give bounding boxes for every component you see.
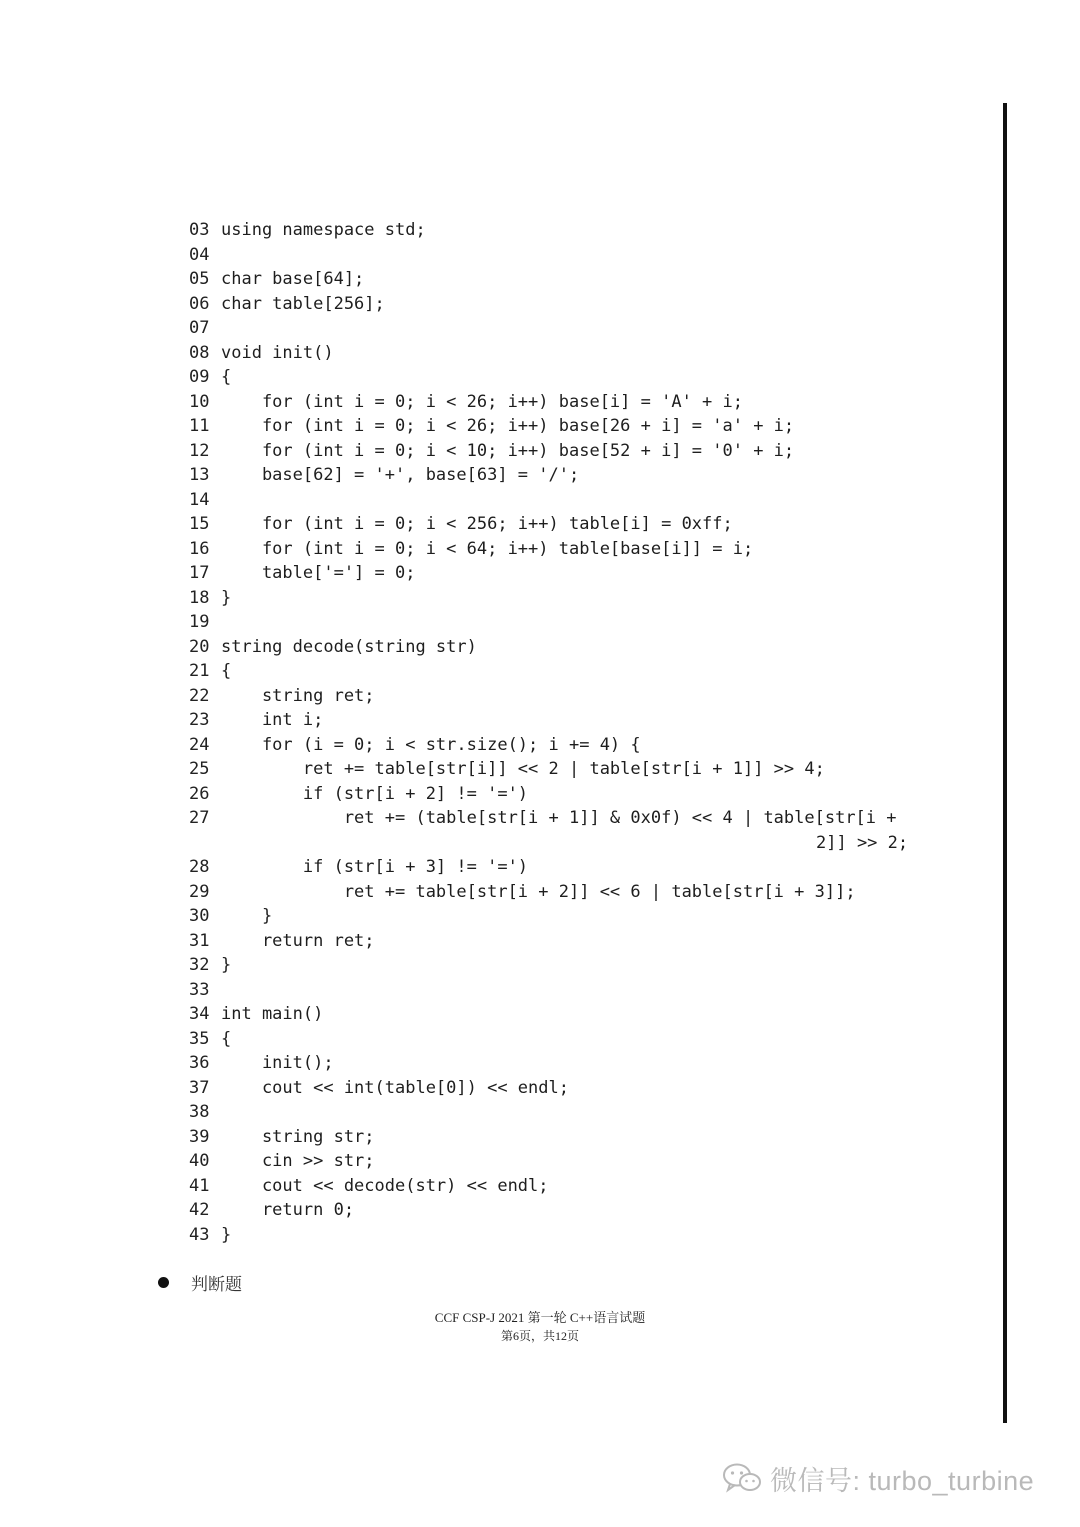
code-text: string str; xyxy=(221,1126,375,1147)
code-line xyxy=(189,292,949,317)
code-line xyxy=(189,365,949,390)
line-number: 14 xyxy=(189,489,210,510)
page-right-rule xyxy=(1003,103,1007,1423)
line-number: 40 xyxy=(189,1151,210,1171)
code-text: cout << decode(str) << endl; xyxy=(221,1175,549,1196)
code-line xyxy=(189,953,949,978)
code-text: for (int i = 0; i < 10; i++) base[52 + i] = '0' + i; xyxy=(221,440,795,461)
code-text: } xyxy=(221,955,232,975)
line-number: 43 xyxy=(189,1224,210,1245)
line-number: 27 xyxy=(189,808,210,828)
code-text: table['='] = 0; xyxy=(221,563,416,583)
code-line xyxy=(189,782,949,807)
code-text: return ret; xyxy=(221,930,375,951)
footer-page-number: 第6页，共12页 xyxy=(500,1329,579,1343)
code-line xyxy=(189,267,949,292)
code-text: cout << int(table[0]) << endl; xyxy=(221,1077,569,1098)
judgment-section-heading xyxy=(158,1268,242,1296)
code-line xyxy=(189,978,949,1003)
line-number: 35 xyxy=(189,1028,210,1049)
code-line xyxy=(189,390,949,415)
code-line xyxy=(189,561,949,586)
code-line xyxy=(189,806,949,831)
code-text: ret += table[str[i + 2]] << 6 | table[str[i + 3]]; xyxy=(221,881,856,902)
code-text: using namespace std; xyxy=(221,220,426,240)
code-text: for (int i = 0; i < 256; i++) table[i] = 0xff; xyxy=(221,514,733,534)
code-line xyxy=(189,1100,949,1125)
code-line xyxy=(189,218,949,243)
line-number: 28 xyxy=(189,857,210,877)
line-number: 42 xyxy=(189,1200,210,1220)
line-number: 07 xyxy=(189,318,210,338)
line-number: 13 xyxy=(189,465,210,485)
code-line xyxy=(189,1027,949,1052)
line-number: 41 xyxy=(189,1175,210,1196)
line-number: 15 xyxy=(189,514,210,534)
code-line xyxy=(189,512,949,537)
code-line xyxy=(189,1051,949,1076)
bullet-icon xyxy=(158,1277,169,1288)
code-text: ret += (table[str[i + 1]] & 0x0f) << 4 | table[str[i + xyxy=(221,808,897,828)
line-number: 23 xyxy=(189,710,210,730)
code-text: cin >> str; xyxy=(221,1151,375,1171)
section-label: 判断题 xyxy=(191,1274,242,1295)
line-number: 21 xyxy=(189,661,210,681)
watermark-text: 微信号: turbo_turbine xyxy=(770,1465,1035,1496)
code-text: string decode(string str) xyxy=(221,636,477,657)
code-text: char table[256]; xyxy=(221,293,385,314)
code-text: if (str[i + 3] != '=') xyxy=(221,857,529,877)
code-line xyxy=(189,1002,949,1027)
code-line xyxy=(189,439,949,464)
line-number: 04 xyxy=(189,244,210,265)
line-number: 39 xyxy=(189,1126,210,1147)
code-text: void init() xyxy=(221,342,334,363)
code-text: base[62] = '+', base[63] = '/'; xyxy=(221,465,580,485)
code-line xyxy=(189,880,949,905)
code-text: { xyxy=(221,1028,232,1049)
line-number: 36 xyxy=(189,1053,210,1073)
code-line xyxy=(189,414,949,439)
line-number: 17 xyxy=(189,563,210,583)
line-number: 12 xyxy=(189,440,210,461)
code-line xyxy=(189,1174,949,1199)
line-number: 31 xyxy=(189,930,210,951)
code-line xyxy=(189,855,949,880)
code-text: int i; xyxy=(221,710,324,730)
code-text: for (i = 0; i < str.size(); i += 4) { xyxy=(221,734,641,755)
code-text: for (int i = 0; i < 26; i++) base[i] = 'A' + i; xyxy=(221,391,743,412)
line-number: 03 xyxy=(189,220,210,240)
wechat-icon xyxy=(722,1462,762,1494)
code-line xyxy=(189,586,949,611)
line-number: 11 xyxy=(189,416,210,436)
code-line xyxy=(189,904,949,929)
line-number: 26 xyxy=(189,783,210,804)
line-number: 06 xyxy=(189,293,210,314)
code-line xyxy=(189,537,949,562)
page-footer xyxy=(0,1309,1080,1345)
code-line xyxy=(189,1149,949,1174)
code-line xyxy=(189,929,949,954)
code-text: for (int i = 0; i < 26; i++) base[26 + i] = 'a' + i; xyxy=(221,416,795,436)
line-number: 37 xyxy=(189,1077,210,1098)
line-number: 22 xyxy=(189,685,210,706)
code-line xyxy=(189,635,949,660)
code-line xyxy=(189,1076,949,1101)
code-text: } xyxy=(221,906,273,926)
code-text: int main() xyxy=(221,1004,324,1024)
code-text: char base[64]; xyxy=(221,269,365,289)
line-number: 33 xyxy=(189,979,210,1000)
code-line xyxy=(189,243,949,268)
line-number: 30 xyxy=(189,906,210,926)
watermark xyxy=(722,1458,1034,1498)
line-number: 10 xyxy=(189,391,210,412)
line-number: 19 xyxy=(189,612,210,632)
line-number: 29 xyxy=(189,881,210,902)
code-line xyxy=(189,488,949,513)
code-text: ret += table[str[i]] << 2 | table[str[i + 1]] >> 4; xyxy=(221,759,825,779)
code-text: 2]] >> 2; xyxy=(816,832,909,853)
line-number: 38 xyxy=(189,1102,210,1122)
footer-exam-title: CCF CSP-J 2021 第一轮 C++语言试题 xyxy=(434,1310,646,1325)
line-number: 24 xyxy=(189,734,210,755)
code-text: } xyxy=(221,1224,232,1245)
code-line xyxy=(189,757,949,782)
code-line xyxy=(189,316,949,341)
code-listing xyxy=(189,218,949,1247)
line-number: 09 xyxy=(189,367,210,387)
code-line xyxy=(189,463,949,488)
code-line-continuation xyxy=(189,831,949,856)
code-text: if (str[i + 2] != '=') xyxy=(221,783,529,804)
line-number: 25 xyxy=(189,759,210,779)
line-number: 08 xyxy=(189,342,210,363)
code-line xyxy=(189,708,949,733)
code-line xyxy=(189,684,949,709)
code-line xyxy=(189,610,949,635)
line-number: 20 xyxy=(189,636,210,657)
code-line xyxy=(189,341,949,366)
line-number: 34 xyxy=(189,1004,210,1024)
code-text: } xyxy=(221,587,232,608)
line-number: 05 xyxy=(189,269,210,289)
code-text: init(); xyxy=(221,1053,334,1073)
line-number: 32 xyxy=(189,955,210,975)
code-text: string ret; xyxy=(221,685,375,706)
code-text: { xyxy=(221,367,232,387)
code-text: return 0; xyxy=(221,1200,355,1220)
code-line xyxy=(189,659,949,684)
line-number: 18 xyxy=(189,587,210,608)
code-text: for (int i = 0; i < 64; i++) table[base[i]] = i; xyxy=(221,538,754,559)
line-number: 16 xyxy=(189,538,210,559)
code-line xyxy=(189,1198,949,1223)
code-text: { xyxy=(221,661,232,681)
code-line xyxy=(189,733,949,758)
code-line xyxy=(189,1223,949,1248)
code-line xyxy=(189,1125,949,1150)
